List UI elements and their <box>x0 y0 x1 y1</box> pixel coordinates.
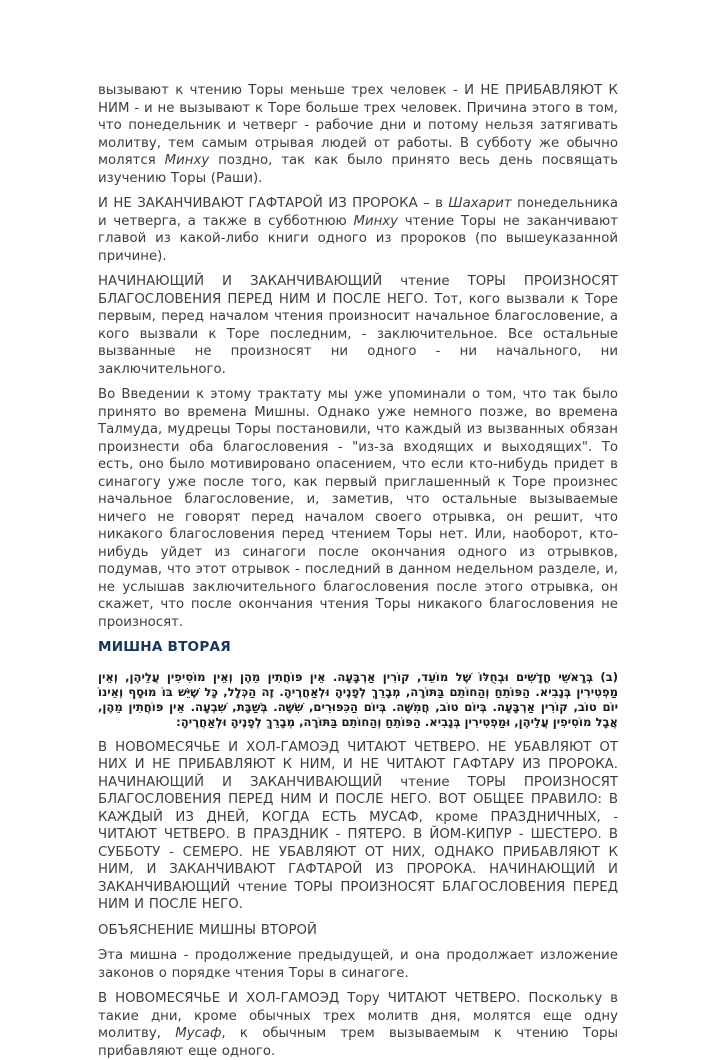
italic-term: Минху <box>353 213 399 229</box>
text-run: Эта мишна - продолжение предыдущей, и она продолжает изложение законов о порядке чтения Торы в синагоге. <box>98 948 618 981</box>
italic-term: Минху <box>164 153 210 168</box>
italic-term: Мусаф <box>175 1026 222 1041</box>
explanation-subheading <box>98 922 618 940</box>
document-body <box>98 82 618 1060</box>
paragraph-blessings <box>98 273 618 378</box>
text-run: (ב) בְּרָאשֵׁי חֳדָשִׁים וּבְחֻלּוֹ שֶׁל מוֹעֵד, קוֹרִין אַרְבָּעָה. אֵין פּוֹחֲתִין מֵהֶן וְאֵין מוֹסִיפִין עֲלֵיהֶן, וְאֵין מַפְטִירִין בְּנָבִיא. הַפּוֹתֵחַ וְהַחוֹתֵם בַּתּוֹרָה, מְבָרֵךְ לְפָנֶיהָ וּלְאַחֲרֶיהָ. זֶה הַכְּלָל, כָּל שֶׁיֵּשׁ בּוֹ מוּסָף וְאֵינוֹ יוֹם טוֹב, קוֹרִין אַרְבָּעָה. בְּיוֹם טוֹב, חֲמִשָּׁה. בְּיוֹם הַכִּפּוּרִים, שִׁשָּׁה. בְּשַׁבָּת, שִׁבְעָה. אֵין פּוֹחֲתִין מֵהֶן, אֲבָל מוֹסִיפִין עֲלֵיהֶן, וּמַפְטִירִין בְּנָבִיא. הַפּוֹתֵחַ וְהַחוֹתֵם בַּתּוֹרָה, מְבָרֵךְ לְפָנֶיהָ וּלְאַחֲרֶיהָ: <box>98 669 618 729</box>
text-run: МИШНА ВТОРАЯ <box>98 639 231 655</box>
text-run: поздно, так как было принято весь день посвящать изучению Торы (Раши). <box>98 153 618 186</box>
text-run: И НЕ ЗАКАНЧИВАЮТ ГАФТАРОЙ ИЗ ПРОРОКА – в <box>98 196 449 211</box>
paragraph-explanation-four-readers <box>98 990 618 1060</box>
text-run: , к обычным трем вызываемым к чтению Торы прибавляют еще одного. <box>98 1026 618 1059</box>
hebrew-mishna-text <box>98 670 618 730</box>
text-run: НАЧИНАЮЩИЙ И ЗАКАНЧИВАЮЩИЙ чтение ТОРЫ ПРОИЗНОСЯТ БЛАГОСЛОВЕНИЯ ПЕРЕД НИМ И ПОСЛЕ НЕГО. Тот, кого вызвали к Торе первым, перед началом чтения произносит начальное благословение, а кого вызвали к Торе последним, - заключительное. Все остальные вызванные не произносят ни одного - ни начального, ни заключительного. <box>98 274 618 377</box>
paragraph-introduction-note <box>98 386 618 631</box>
text-run: Во Введении к этому трактату мы уже упоминали о том, что так было принято во времена Мишны. Однако уже немного позже, во времена Талмуда, мудрецы Торы постановили, что каждый из вызванных обязан произнести оба благословения - "из-за входящих и выходящих". То есть, оно было мотивировано опасением, что если кто-нибудь придет в синагогу уже после того, как первый приглашенный к Торе произнес начальное благословение, и, заметив, что остальные вызываемые ничего не говорят перед началом своего отрывка, он решит, что никакого благословения перед чтением Торы нет. Или, наоборот, кто-нибудь уйдет из синагоги после окончания одного из отрывков, подумав, что этот отрывок - последний в данном недельном разделе, и, не услышав заключительного благословения после этого отрывка, он скажет, что после окончания чтения Торы никакого благословения не произносят. <box>98 387 618 630</box>
text-run: чтение Торы не заканчивают главой из какой-либо книги одного из пророков (по вышеуказанной причине). <box>98 213 618 264</box>
text-run: В НОВОМЕСЯЧЬЕ И ХОЛ-ГАМОЭД ЧИТАЮТ ЧЕТВЕРО. НЕ УБАВЛЯЮТ ОТ НИХ И НЕ ПРИБАВЛЯЮТ К НИМ, И НЕ ЧИТАЮТ ГАФТАРУ ИЗ ПРОРОКА. НАЧИНАЮЩИЙ И ЗАКАНЧИВАЮЩИЙ чтение ТОРЫ ПРОИЗНОСЯТ БЛАГОСЛОВЕНИЯ ПЕРЕД НИМ И ПОСЛЕ НЕГО. ВОТ ОБЩЕЕ ПРАВИЛО: В КАЖДЫЙ ИЗ ДНЕЙ, КОГДА ЕСТЬ МУСАФ, кроме ПРАЗДНИЧНЫХ, - ЧИТАЮТ ЧЕТВЕРО. В ПРАЗДНИК - ПЯТЕРО. В ЙОМ-КИПУР - ШЕСТЕРО. В СУББОТУ - СЕМЕРО. НЕ УБАВЛЯЮТ ОТ НИХ, ОДНАКО ПРИБАВЛЯЮТ К НИМ, И ЗАКАНЧИВАЮТ ГАФТАРОЙ ИЗ ПРОРОКА. НАЧИНАЮЩИЙ И ЗАКАНЧИВАЮЩИЙ чтение ТОРЫ ПРОИЗНОСЯТ БЛАГОСЛОВЕНИЯ ПЕРЕД НИМ И ПОСЛЕ НЕГО. <box>98 739 618 912</box>
paragraph-mishna-translation <box>98 739 618 914</box>
paragraph-no-haftarah <box>98 195 618 265</box>
text-run: вызывают к чтению Торы меньше трех человек - И НЕ ПРИБАВЛЯЮТ К НИМ - и не вызывают к Торе больше трех человек. Причина этого в том, что понедельник и четверг - рабочие дни и потому нельзя затягивать молитву, тем самым отрывая людей от работы. В субботу же обычно молятся <box>98 83 618 168</box>
italic-term: Шахарит <box>448 196 512 211</box>
text-run: ОБЪЯСНЕНИЕ МИШНЫ ВТОРОЙ <box>98 922 317 938</box>
paragraph-three-readers <box>98 82 618 187</box>
text-run: В НОВОМЕСЯЧЬЕ И ХОЛ-ГАМОЭД Тору ЧИТАЮТ ЧЕТВЕРО. Поскольку в такие дни, кроме обычных трех молитв дня, молятся еще одну молитву, <box>98 991 618 1041</box>
mishna-two-heading <box>98 639 618 657</box>
paragraph-explanation-intro <box>98 947 618 982</box>
text-run: понедельника и четверга, а также в субботнюю <box>98 196 618 229</box>
